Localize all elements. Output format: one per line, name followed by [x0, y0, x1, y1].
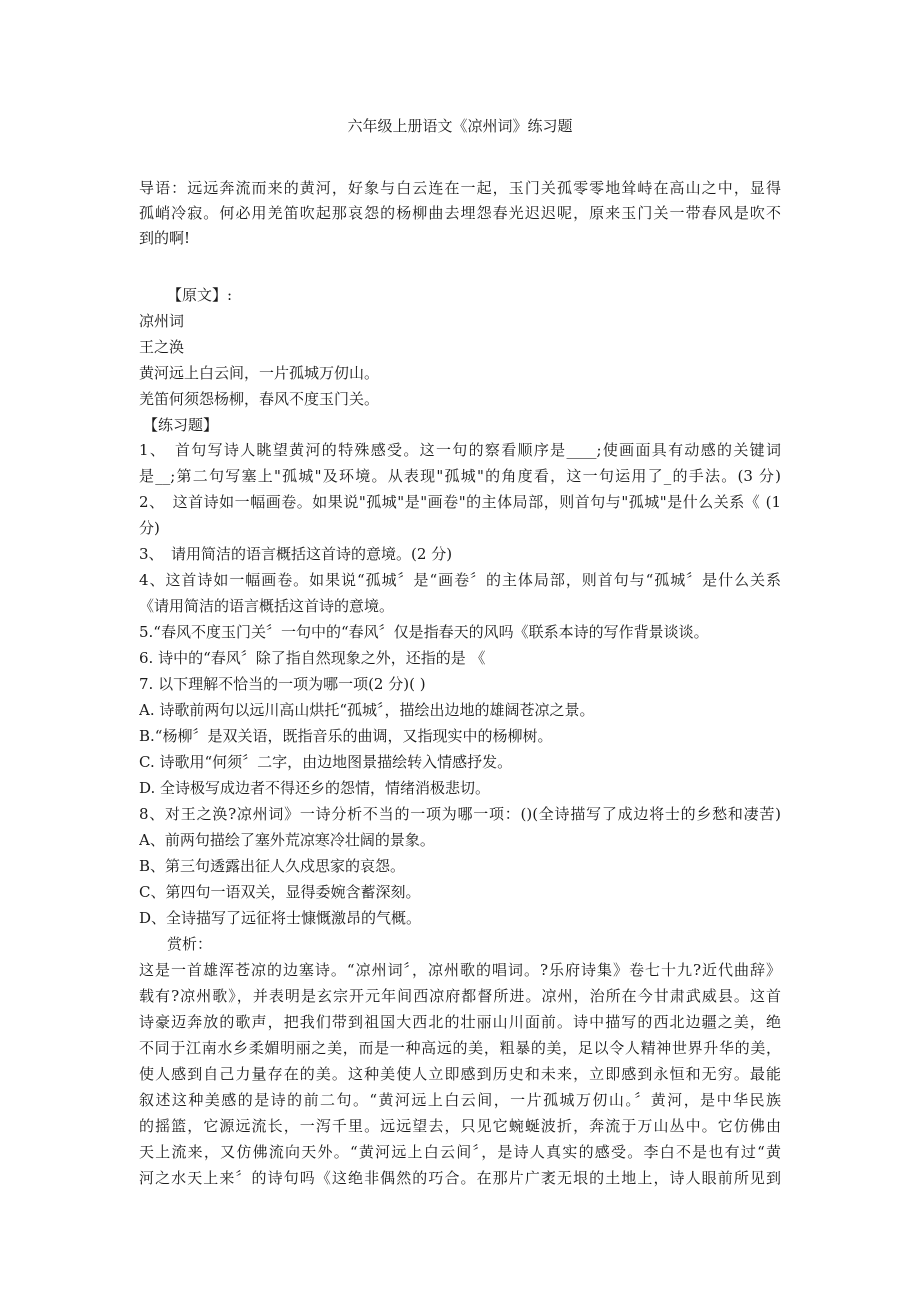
question-line: 《请用简洁的语言概括这首诗的意境。 — [139, 597, 395, 615]
option-line: B、第三句透露出征人久戍思家的哀怨。 — [139, 857, 406, 875]
question-line: 5.“春风不度玉门关〞一句中的“春风〞仅是指春天的风吗《联系本诗的写作背景谈谈。 — [139, 623, 709, 641]
analysis-line: 不同于江南水乡柔媚明丽之美，而是一种高远的美，粗暴的美，足以令人精神世界升华的美， — [139, 1039, 781, 1057]
original-text-section — [139, 282, 781, 438]
question-line: 3、 请用简洁的语言概括这首诗的意境。(2 分) — [139, 545, 453, 563]
option-line: D. 全诗极写成边者不得还乡的怨情，情绪消极悲切。 — [139, 779, 491, 797]
option-line: C. 诗歌用“何须〞二字，由边地图景描绘转入情感抒发。 — [139, 753, 513, 771]
question-line: 是__;第二句写塞上"孤城"及环境。从表现"孤城"的角度看，这一句运用了_的手法。(3 分) — [139, 467, 781, 485]
option-line: C、第四句一语双关，显得委婉含蓄深刻。 — [139, 883, 421, 901]
question-line: 6. 诗中的“春风〞除了指自然现象之外，还指的是 《 — [139, 649, 486, 667]
analysis-heading: 赏析： — [167, 935, 213, 953]
analysis-line: 天上流来，又仿佛流向天外。“黄河远上白云间〞，是诗人真实的感受。李白不是也有过“黄 — [139, 1143, 781, 1161]
question-line: 7. 以下理解不恰当的一项为哪一项(2 分)( ) — [139, 675, 426, 693]
question-line: 分) — [139, 519, 160, 537]
intro-line: 孤峭冷寂。何必用羌笛吹起那哀怨的杨柳曲去埋怨春光迟迟呢，原来玉门关一带春风是吹不 — [139, 204, 781, 222]
question-line: 4、这首诗如一幅画卷。如果说“孤城〞是“画卷〞的主体局部，则首句与“孤城〞是什么关系 — [139, 571, 781, 589]
poem-line-1: 黄河远上白云间，一片孤城万仞山。 — [139, 364, 380, 382]
analysis-line: 使人感到自己力量存在的美。这种美使人立即感到历史和未来，立即感到永恒和无穷。最能 — [139, 1065, 781, 1083]
questions-section — [139, 437, 781, 957]
exercise-heading: 【练习题】 — [143, 416, 219, 434]
question-line: 1、 首句写诗人眺望黄河的特殊感受。这一句的察看顺序是____;使画面具有动感的关键词 — [139, 441, 781, 459]
analysis-line: 载有?凉州歌》，并表明是玄宗开元年间西凉府都督所进。凉州，治所在今甘肃武威县。这首 — [139, 987, 781, 1005]
intro-paragraph — [139, 176, 781, 251]
option-line: A. 诗歌前两句以远川高山烘托“孤城〞，描绘出边地的雄阔苍凉之景。 — [139, 701, 595, 719]
question-line: 8、对王之涣?凉州词》一诗分析不当的一项为哪一项：()(全诗描写了成边将士的乡愁和凄苦) — [139, 805, 781, 823]
analysis-line: 这是一首雄浑苍凉的边塞诗。“凉州词〞，凉州歌的唱词。?乐府诗集》卷七十九?近代曲辞》 — [139, 961, 781, 979]
option-line: D、全诗描写了远征将士慷慨激昂的气概。 — [139, 909, 422, 927]
analysis-paragraph — [139, 957, 781, 1191]
question-line: 2、 这首诗如一幅画卷。如果说"孤城"是"画卷"的主体局部，则首句与"孤城"是什么关系《 (1 — [139, 493, 781, 511]
analysis-line: 的摇篮，它源远流长，一泻千里。远远望去，只见它蜿蜒波折，奔流于万山丛中。它仿佛由 — [139, 1117, 781, 1135]
poem-author: 王之涣 — [139, 338, 185, 356]
analysis-line: 叙述这种美感的是诗的前二句。“黄河远上白云间，一片孤城万仞山。〞黄河，是中华民族 — [139, 1091, 781, 1109]
intro-line: 到的啊! — [139, 229, 191, 247]
option-line: B.“杨柳〞是双关语，既指音乐的曲调，又指现实中的杨柳树。 — [139, 727, 553, 745]
page-title: 六年级上册语文《凉州词》练习题 — [347, 117, 573, 135]
poem-title: 凉州词 — [139, 312, 185, 330]
option-line: A、前两句描绘了塞外荒凉寒冷壮阔的景象。 — [139, 831, 435, 849]
poem-line-2: 羌笛何须怨杨柳，春风不度玉门关。 — [139, 390, 380, 408]
analysis-line: 河之水天上来〞的诗句吗《这绝非偶然的巧合。在那片广袤无垠的土地上，诗人眼前所见到 — [139, 1169, 781, 1187]
original-heading: 【原文】: — [167, 286, 233, 304]
analysis-line: 诗豪迈奔放的歌声，把我们带到祖国大西北的壮丽山川面前。诗中描写的西北边疆之美，绝 — [139, 1013, 781, 1031]
intro-line: 导语：远远奔流而来的黄河，好象与白云连在一起，玉门关孤零零地耸峙在高山之中，显得 — [139, 179, 781, 197]
